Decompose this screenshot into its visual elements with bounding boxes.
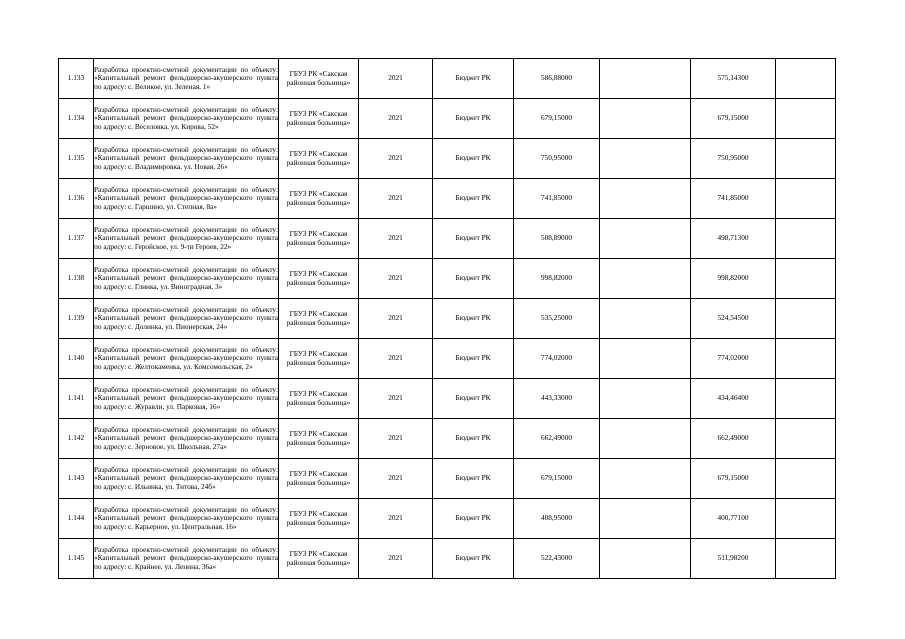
row-number-cell: 1.141 (59, 379, 94, 419)
row-number-cell: 1.136 (59, 179, 94, 219)
work-description-cell: Разработка проектно-сметной документации по объекту: «Капитальный ремонт фельдшерско-акушерского пункта по адресу: с. Зерновое, ул. Школьная, 27а» (94, 419, 279, 459)
table-row (59, 179, 836, 219)
responsible-organization-cell: ГБУЗ РК «Сакская районная больница» (279, 219, 359, 259)
amount-cell: 443,33000 (514, 379, 600, 419)
amount-empty-cell (600, 59, 691, 99)
amount-empty-cell (600, 419, 691, 459)
program-table (58, 58, 836, 579)
responsible-organization-cell: ГБУЗ РК «Сакская районная больница» (279, 259, 359, 299)
funding-source-cell: Бюджет РК (433, 299, 514, 339)
work-description-cell: Разработка проектно-сметной документации по объекту: «Капитальный ремонт фельдшерско-акушерского пункта по адресу: с. Желтокаменка, ул. Комсомольская, 2» (94, 339, 279, 379)
year-cell: 2021 (359, 179, 433, 219)
funding-source-cell: Бюджет РК (433, 219, 514, 259)
work-description-cell: Разработка проектно-сметной документации по объекту: «Капитальный ремонт фельдшерско-акушерского пункта по адресу: с. Долинка, ул. Пионерская, 24» (94, 299, 279, 339)
amount-empty-cell (776, 339, 836, 379)
amount-cell: 508,89000 (514, 219, 600, 259)
amount-cell: 511,98200 (691, 539, 776, 579)
amount-empty-cell (776, 539, 836, 579)
amount-cell: 679,15000 (691, 459, 776, 499)
amount-cell: 741,85000 (514, 179, 600, 219)
year-cell: 2021 (359, 299, 433, 339)
amount-empty-cell (600, 259, 691, 299)
year-cell: 2021 (359, 139, 433, 179)
amount-cell: 998,82000 (514, 259, 600, 299)
year-cell: 2021 (359, 379, 433, 419)
row-number-cell: 1.139 (59, 299, 94, 339)
funding-source-cell: Бюджет РК (433, 339, 514, 379)
year-cell: 2021 (359, 259, 433, 299)
amount-cell: 774,02000 (514, 339, 600, 379)
amount-empty-cell (600, 299, 691, 339)
responsible-organization-cell: ГБУЗ РК «Сакская районная больница» (279, 339, 359, 379)
amount-cell: 575,14300 (691, 59, 776, 99)
table-row (59, 499, 836, 539)
year-cell: 2021 (359, 419, 433, 459)
row-number-cell: 1.134 (59, 99, 94, 139)
amount-empty-cell (600, 499, 691, 539)
row-number-cell: 1.133 (59, 59, 94, 99)
funding-source-cell: Бюджет РК (433, 379, 514, 419)
row-number-cell: 1.138 (59, 259, 94, 299)
amount-cell: 408,95000 (514, 499, 600, 539)
amount-empty-cell (776, 499, 836, 539)
row-number-cell: 1.142 (59, 419, 94, 459)
row-number-cell: 1.137 (59, 219, 94, 259)
amount-cell: 400,77100 (691, 499, 776, 539)
funding-source-cell: Бюджет РК (433, 259, 514, 299)
amount-cell: 741,85000 (691, 179, 776, 219)
amount-empty-cell (776, 419, 836, 459)
table-row (59, 299, 836, 339)
funding-source-cell: Бюджет РК (433, 59, 514, 99)
year-cell: 2021 (359, 499, 433, 539)
table-row (59, 339, 836, 379)
amount-cell: 750,95000 (514, 139, 600, 179)
amount-empty-cell (600, 339, 691, 379)
responsible-organization-cell: ГБУЗ РК «Сакская районная больница» (279, 379, 359, 419)
amount-cell: 524,54500 (691, 299, 776, 339)
table-row (59, 99, 836, 139)
responsible-organization-cell: ГБУЗ РК «Сакская районная больница» (279, 59, 359, 99)
amount-empty-cell (776, 219, 836, 259)
table-row (59, 459, 836, 499)
table-row (59, 539, 836, 579)
amount-cell: 662,49000 (514, 419, 600, 459)
funding-source-cell: Бюджет РК (433, 139, 514, 179)
amount-cell: 522,43000 (514, 539, 600, 579)
year-cell: 2021 (359, 99, 433, 139)
amount-cell: 679,15000 (691, 99, 776, 139)
funding-source-cell: Бюджет РК (433, 179, 514, 219)
responsible-organization-cell: ГБУЗ РК «Сакская районная больница» (279, 539, 359, 579)
row-number-cell: 1.140 (59, 339, 94, 379)
work-description-cell: Разработка проектно-сметной документации по объекту: «Капитальный ремонт фельдшерско-акушерского пункта по адресу: с. Веселовка, ул. Кирова, 52» (94, 99, 279, 139)
amount-cell: 586,88000 (514, 59, 600, 99)
amount-empty-cell (600, 539, 691, 579)
table-row (59, 379, 836, 419)
amount-cell: 434,46400 (691, 379, 776, 419)
table-row (59, 59, 836, 99)
amount-cell: 662,49000 (691, 419, 776, 459)
responsible-organization-cell: ГБУЗ РК «Сакская районная больница» (279, 419, 359, 459)
work-description-cell: Разработка проектно-сметной документации по объекту: «Капитальный ремонт фельдшерско-акушерского пункта по адресу: с. Геройское, ул. 9-ти Героев, 22» (94, 219, 279, 259)
year-cell: 2021 (359, 459, 433, 499)
amount-empty-cell (776, 59, 836, 99)
table-row (59, 259, 836, 299)
amount-cell: 750,95000 (691, 139, 776, 179)
amount-empty-cell (776, 379, 836, 419)
year-cell: 2021 (359, 59, 433, 99)
amount-empty-cell (600, 459, 691, 499)
funding-source-cell: Бюджет РК (433, 539, 514, 579)
year-cell: 2021 (359, 219, 433, 259)
work-description-cell: Разработка проектно-сметной документации по объекту: «Капитальный ремонт фельдшерско-акушерского пункта по адресу: с. Гаршино, ул. Степная, 8а» (94, 179, 279, 219)
year-cell: 2021 (359, 339, 433, 379)
amount-empty-cell (600, 99, 691, 139)
row-number-cell: 1.144 (59, 499, 94, 539)
funding-source-cell: Бюджет РК (433, 99, 514, 139)
amount-empty-cell (776, 459, 836, 499)
work-description-cell: Разработка проектно-сметной документации по объекту: «Капитальный ремонт фельдшерско-акушерского пункта по адресу: с. Великое, ул. Зеленая, 1» (94, 59, 279, 99)
year-cell: 2021 (359, 539, 433, 579)
table-body (59, 59, 836, 579)
row-number-cell: 1.143 (59, 459, 94, 499)
amount-empty-cell (776, 259, 836, 299)
amount-empty-cell (600, 379, 691, 419)
responsible-organization-cell: ГБУЗ РК «Сакская районная больница» (279, 179, 359, 219)
work-description-cell: Разработка проектно-сметной документации по объекту: «Капитальный ремонт фельдшерско-акушерского пункта по адресу: с. Глинка, ул. Виноградная, 3» (94, 259, 279, 299)
amount-empty-cell (600, 179, 691, 219)
work-description-cell: Разработка проектно-сметной документации по объекту: «Капитальный ремонт фельдшерско-акушерского пункта по адресу: с. Карьерное, ул. Центральная, 16» (94, 499, 279, 539)
amount-empty-cell (776, 99, 836, 139)
table-row (59, 139, 836, 179)
amount-cell: 498,71300 (691, 219, 776, 259)
row-number-cell: 1.135 (59, 139, 94, 179)
responsible-organization-cell: ГБУЗ РК «Сакская районная больница» (279, 139, 359, 179)
amount-empty-cell (600, 139, 691, 179)
funding-source-cell: Бюджет РК (433, 419, 514, 459)
amount-cell: 535,25000 (514, 299, 600, 339)
amount-empty-cell (776, 179, 836, 219)
table-row (59, 219, 836, 259)
amount-cell: 679,15000 (514, 459, 600, 499)
work-description-cell: Разработка проектно-сметной документации по объекту: «Капитальный ремонт фельдшерско-акушерского пункта по адресу: с. Крайнее, ул. Ленина, 36а» (94, 539, 279, 579)
amount-cell: 679,15000 (514, 99, 600, 139)
work-description-cell: Разработка проектно-сметной документации по объекту: «Капитальный ремонт фельдшерско-акушерского пункта по адресу: с. Владимировка, ул. Новая, 26» (94, 139, 279, 179)
funding-source-cell: Бюджет РК (433, 459, 514, 499)
funding-source-cell: Бюджет РК (433, 499, 514, 539)
amount-empty-cell (776, 299, 836, 339)
table-row (59, 419, 836, 459)
responsible-organization-cell: ГБУЗ РК «Сакская районная больница» (279, 299, 359, 339)
work-description-cell: Разработка проектно-сметной документации по объекту: «Капитальный ремонт фельдшерско-акушерского пункта по адресу: с. Ильинка, ул. Титова, 24б» (94, 459, 279, 499)
responsible-organization-cell: ГБУЗ РК «Сакская районная больница» (279, 459, 359, 499)
amount-cell: 774,02000 (691, 339, 776, 379)
work-description-cell: Разработка проектно-сметной документации по объекту: «Капитальный ремонт фельдшерско-акушерского пункта по адресу: с. Журавли, ул. Парковая, 16» (94, 379, 279, 419)
responsible-organization-cell: ГБУЗ РК «Сакская районная больница» (279, 99, 359, 139)
amount-empty-cell (776, 139, 836, 179)
amount-empty-cell (600, 219, 691, 259)
responsible-organization-cell: ГБУЗ РК «Сакская районная больница» (279, 499, 359, 539)
row-number-cell: 1.145 (59, 539, 94, 579)
amount-cell: 998,82000 (691, 259, 776, 299)
